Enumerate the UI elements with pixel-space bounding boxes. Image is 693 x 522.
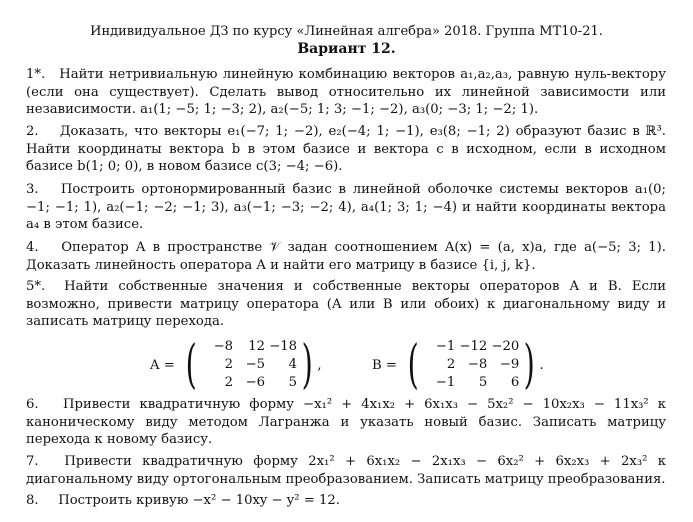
problem-number: 6. xyxy=(26,397,39,412)
matrix-a-tail: , xyxy=(317,357,322,373)
matrix-cell: 5 xyxy=(288,375,298,390)
matrix-cell: −20 xyxy=(491,339,520,354)
problem-number: 1*. xyxy=(26,67,46,82)
left-paren-icon: ( xyxy=(185,335,197,395)
problem-4 xyxy=(26,239,666,274)
right-paren-icon: ) xyxy=(301,335,313,395)
matrix-cell: 12 xyxy=(248,339,266,354)
matrix-b-grid xyxy=(423,338,519,392)
problem-text: Построить кривую −x² − 10xy − y² = 12. xyxy=(58,493,340,508)
matrix-cell: −18 xyxy=(269,339,298,354)
matrix-cell: −1 xyxy=(435,339,456,354)
problem-number: 5*. xyxy=(26,279,46,294)
matrix-b xyxy=(372,335,544,395)
matrix-cell: −9 xyxy=(499,357,520,372)
problem-text: Построить ортонормированный базис в линейной оболочке системы векторов a₁(0; −1; −1; 1), a₂(−1; −2; −1; 3), a₃(−1; −3; −2; 4), a₄(1; 3; 1; −4) и найти координаты вектора a₄ в этом базисе. xyxy=(26,182,666,233)
variant-heading: Вариант 12. xyxy=(297,41,396,57)
matrix-cell: −12 xyxy=(459,339,488,354)
matrices-block xyxy=(0,335,693,396)
problem-5 xyxy=(26,278,666,331)
matrix-b-label: B = xyxy=(372,357,397,373)
matrix-cell: −8 xyxy=(467,357,488,372)
problem-8 xyxy=(26,492,666,510)
matrix-cell: 2 xyxy=(224,375,234,390)
problem-text: Найти собственные значения и собственные векторы операторов A и B. Если возможно, привести матрицу оператора (A или B или обоих) к диагональному виду и записать матрицу перехода. xyxy=(26,279,667,330)
problem-1 xyxy=(26,66,666,119)
problem-number: 7. xyxy=(26,454,39,469)
problem-text: Оператор A в пространстве 𝒱 задан соотношением A(x) = (a, x)a, где a(−5; 3; 1). Доказать линейность оператора A и найти его матрицу в базисе {i, j, k}. xyxy=(26,240,666,273)
problem-text: Найти нетривиальную линейную комбинацию векторов a₁,a₂,a₃, равную нуль-вектору (если она существует). Сделать вывод относительно их линейной зависимости или независимости. a₁(1; −5; 1; −3; 2), a₂(−5; 1; 3; −1; −2), a₃(0; −3; 1; −2; 1). xyxy=(26,67,666,118)
matrix-cell: −6 xyxy=(245,375,266,390)
problem-text: Привести квадратичную форму −x₁² + 4x₁x₂ + 6x₁x₃ − 5x₂² − 10x₂x₃ − 11x₃² к каноническому виду методом Лагранжа и указать новый базис. Записать матрицу перехода к новому базису. xyxy=(26,397,666,448)
matrix-a xyxy=(150,335,322,395)
problem-text: Привести квадратичную форму 2x₁² + 6x₁x₂ − 2x₁x₃ − 6x₂² + 6x₂x₃ + 2x₃² к диагональному виду ортогональным преобразованием. Записать матрицу преобразования. xyxy=(26,454,666,487)
left-paren-icon: ( xyxy=(407,335,419,395)
problem-7 xyxy=(26,453,666,488)
document-title: Индивидуальное ДЗ по курсу «Линейная алгебра» 2018. Группа МТ10-21. xyxy=(90,24,603,39)
problem-number: 2. xyxy=(26,124,39,139)
matrix-cell: −1 xyxy=(435,375,456,390)
problem-6 xyxy=(26,396,666,449)
problem-text: Доказать, что векторы e₁(−7; 1; −2), e₂(−4; 1; −1), e₃(8; −1; 2) образуют базис в ℝ³. Найти координаты вектора b в этом базисе и вектора c в исходном, если в исходном базисе b(1; 0; 0), в новом базисе c(3; −4; −6). xyxy=(26,124,666,175)
problem-2 xyxy=(26,123,666,176)
problem-number: 8. xyxy=(26,493,39,508)
matrix-a-grid xyxy=(201,338,297,392)
matrix-cell: 4 xyxy=(288,357,298,372)
matrix-cell: −5 xyxy=(245,357,266,372)
problem-number: 3. xyxy=(26,182,39,197)
matrix-cell: 2 xyxy=(224,357,234,372)
matrix-cell: 5 xyxy=(478,375,488,390)
problem-number: 4. xyxy=(26,240,39,255)
matrix-cell: 6 xyxy=(510,375,520,390)
matrix-cell: −8 xyxy=(213,339,234,354)
matrix-cell: 2 xyxy=(446,357,456,372)
right-paren-icon: ) xyxy=(523,335,535,395)
matrix-b-tail: . xyxy=(539,357,544,373)
problem-3 xyxy=(26,181,666,234)
matrix-a-label: A = xyxy=(150,357,175,373)
